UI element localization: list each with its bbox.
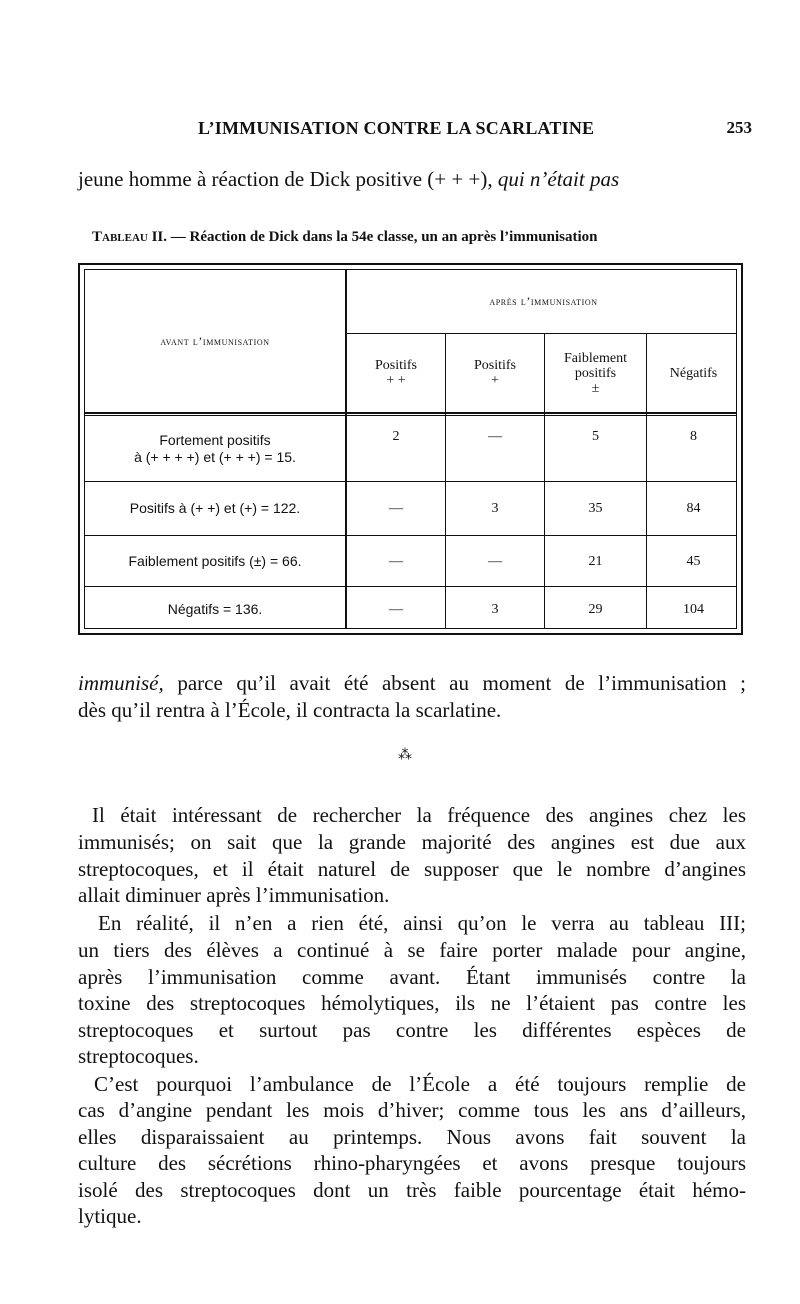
col-head-faiblement bbox=[545, 334, 646, 412]
col-head-line: + bbox=[491, 373, 499, 388]
paragraph-1-line: streptocoques, et il était naturel de supposer que le nombre d’angines bbox=[78, 857, 746, 881]
rule-header-bottom bbox=[85, 412, 736, 414]
table-cell: — bbox=[488, 428, 502, 444]
col-head-line: positifs bbox=[574, 365, 617, 381]
running-title: L’IMMUNISATION CONTRE LA SCARLATINE bbox=[198, 118, 595, 138]
table-caption-label: Tableau II. — bbox=[92, 229, 186, 245]
paragraph-2-line: toxine des streptocoques hémolytiques, ils ne l’étaient pas contre les bbox=[78, 991, 746, 1015]
running-head bbox=[80, 118, 752, 142]
after-table-line-2: dès qu’il rentra à l’École, il contracta la scarlatine. bbox=[78, 698, 502, 722]
table-cell: 5 bbox=[592, 428, 599, 444]
table-cell: 2 bbox=[392, 428, 400, 444]
table-cell: — bbox=[389, 553, 403, 569]
paragraph-2-line: En réalité, il n’en a rien été, ainsi qu’on le verra au tableau III; bbox=[98, 911, 746, 935]
after-table-rest: parce qu’il avait été absent au moment de l’immunisation ; bbox=[177, 671, 746, 695]
col-head-positifs-1 bbox=[446, 334, 544, 412]
paragraph-2-line: après l’immunisation comme avant. Étant immunisés contre la bbox=[78, 965, 746, 989]
row-label-faiblement: Faiblement positifs (±) = 66. bbox=[128, 552, 302, 569]
dick-reaction-table bbox=[78, 263, 743, 635]
table-cell: 104 bbox=[683, 602, 704, 617]
row-label-line: à (+ + + +) et (+ + +) = 15. bbox=[134, 448, 296, 465]
row-label-negatifs: Négatifs = 136. bbox=[167, 601, 263, 617]
table-cell: 29 bbox=[588, 602, 603, 617]
col-head-line: Positifs bbox=[374, 358, 417, 373]
paragraph-3-line: C’est pourquoi l’ambulance de l’École a été toujours remplie de bbox=[94, 1072, 746, 1096]
header-apres: après l’immunisation bbox=[489, 294, 598, 308]
table-cell: 84 bbox=[686, 501, 701, 516]
row-label-fortement bbox=[85, 416, 345, 481]
table-cell: 3 bbox=[491, 602, 499, 617]
table-cell: 45 bbox=[686, 553, 701, 569]
after-table-italic: immunisé, bbox=[78, 671, 164, 695]
section-separator: ⁂ bbox=[398, 747, 412, 763]
paragraph-2-line: un tiers des élèves a continué à se faire porter malade pour angine, bbox=[78, 938, 746, 962]
table-cell: 21 bbox=[588, 553, 603, 569]
paragraph-2-line: streptocoques et surtout pas contre les différentes espèces de bbox=[78, 1018, 746, 1042]
row-label-line: Fortement positifs bbox=[159, 431, 271, 448]
table-cell: — bbox=[488, 553, 502, 569]
paragraph-3-line: cas d’angine pendant les mois d’hiver; comme tous les ans d’ailleurs, bbox=[78, 1098, 746, 1122]
after-table-line-1 bbox=[78, 670, 746, 696]
paragraph-3-line: elles disparaissaient au printemps. Nous avons fait souvent la bbox=[78, 1125, 746, 1149]
header-avant: avant l’immunisation bbox=[160, 333, 270, 348]
paragraph-1-line: immunisés; on sait que la grande majorité des angines est due aux bbox=[78, 830, 746, 854]
col-head-positifs-2 bbox=[347, 334, 445, 412]
paragraph-1-line: allait diminuer après l’immunisation. bbox=[78, 883, 390, 907]
table-cell: 35 bbox=[588, 501, 603, 516]
paragraph-2-line: streptocoques. bbox=[78, 1044, 199, 1068]
row-label-positifs: Positifs à (+ +) et (+) = 122. bbox=[129, 500, 301, 516]
carry-over-roman: jeune homme à réaction de Dick positive (+ + +), bbox=[78, 167, 493, 191]
carry-over-italic: qui n’était pas bbox=[497, 167, 620, 191]
table-caption-text: Réaction de Dick dans la 54e classe, un an après l’immunisation bbox=[189, 229, 598, 245]
carry-over-line bbox=[78, 166, 746, 192]
table-caption bbox=[92, 229, 597, 246]
col-head-line: ± bbox=[591, 380, 600, 396]
col-head-line: + + bbox=[386, 373, 406, 388]
paragraph-1-line: Il était intéressant de rechercher la fréquence des angines chez les bbox=[92, 803, 746, 827]
col-head-line: Faiblement bbox=[564, 350, 627, 366]
table-cell: — bbox=[389, 501, 403, 516]
paragraph-3-line: isolé des streptocoques dont un très faible pourcentage était hémo- bbox=[78, 1178, 746, 1202]
table-cell: 3 bbox=[491, 501, 499, 516]
col-head-line: Positifs bbox=[473, 358, 516, 373]
paragraph-3-line: lytique. bbox=[78, 1204, 142, 1228]
table-inner-frame bbox=[84, 269, 737, 629]
page-number: 253 bbox=[726, 118, 752, 137]
table-cell: — bbox=[389, 602, 403, 617]
paragraph-3-line: culture des sécrétions rhino-pharyngées et avons presque toujours bbox=[78, 1151, 746, 1175]
table-cell: 8 bbox=[690, 428, 697, 444]
col-head-negatifs: Négatifs bbox=[669, 365, 718, 381]
